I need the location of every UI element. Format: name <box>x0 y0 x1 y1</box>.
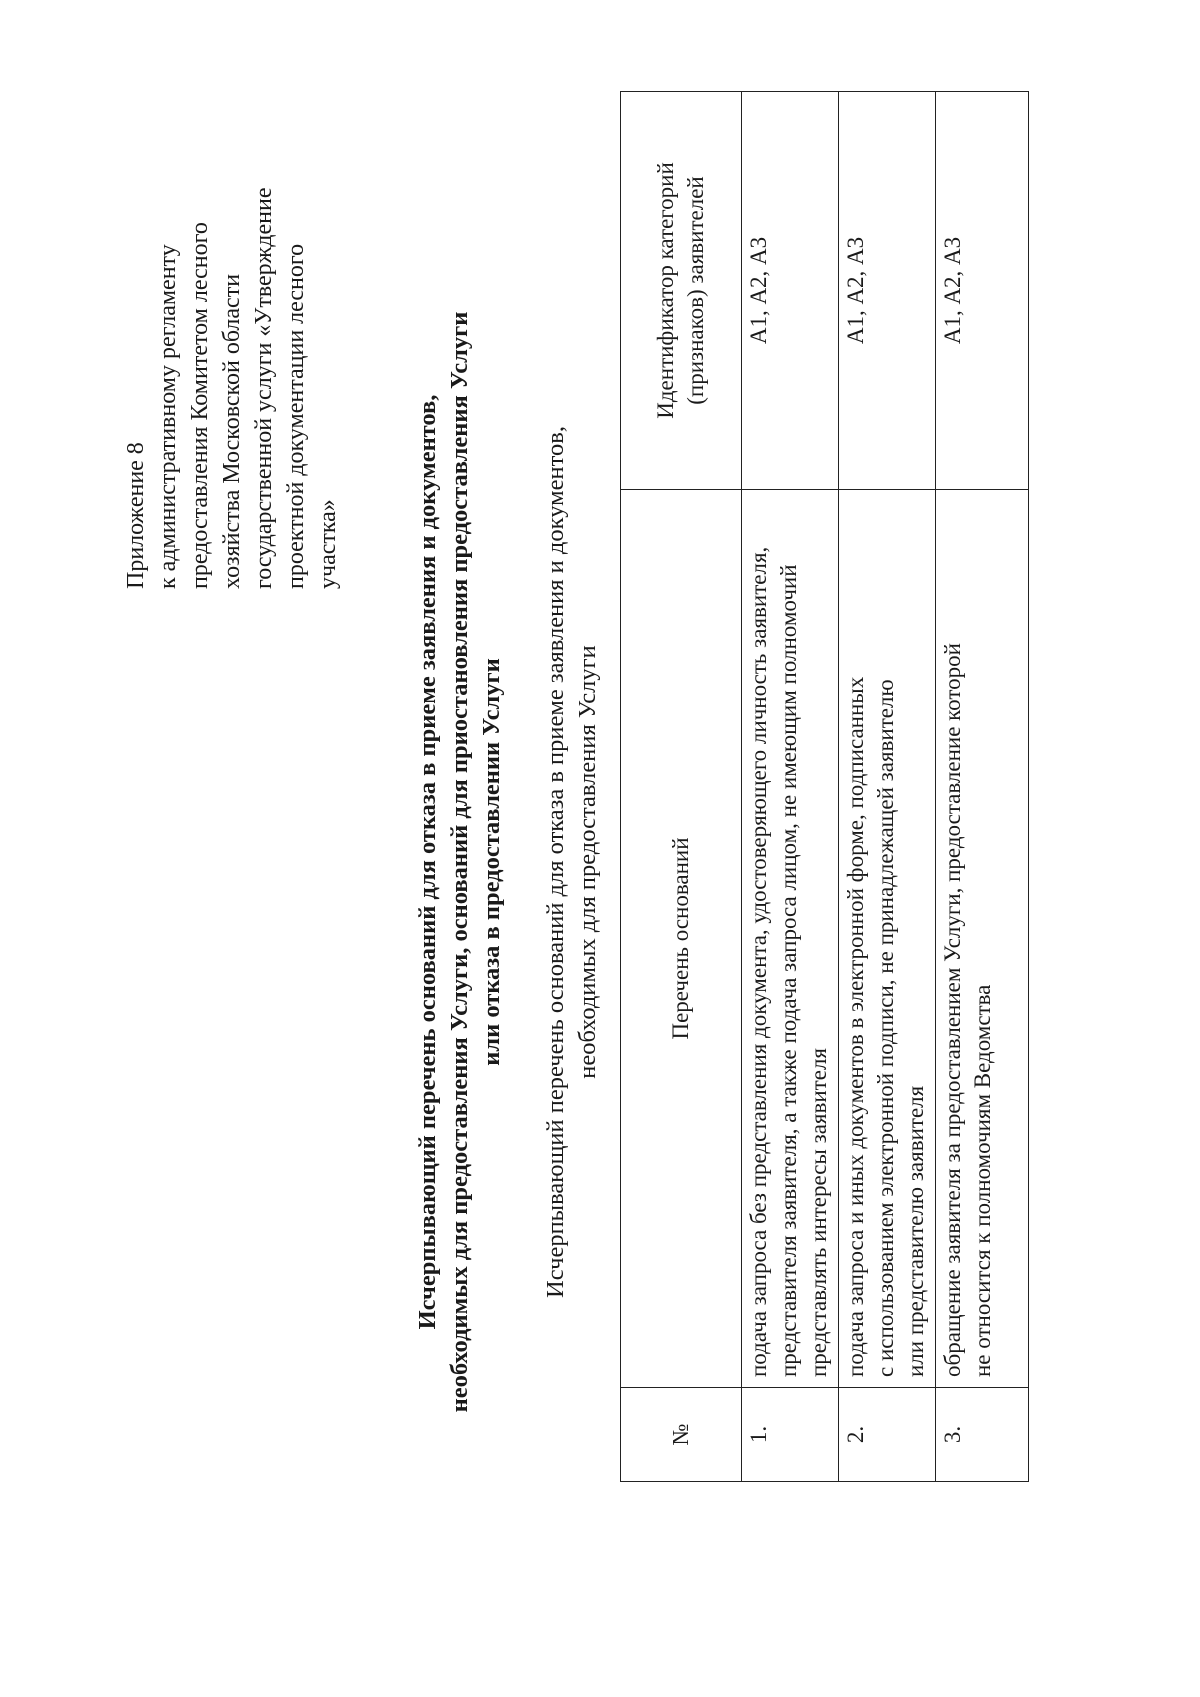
header-num: № <box>621 1388 742 1482</box>
section-subtitle <box>540 167 604 1557</box>
row-num: 3. <box>936 1388 1029 1482</box>
header-basis: Перечень оснований <box>621 490 742 1388</box>
basis-line: подача запроса без представления документа, удостоверяющего личность заявителя, <box>746 546 771 1377</box>
appendix-line: к административному регламенту <box>155 244 181 589</box>
table-row <box>742 92 839 1482</box>
appendix-line: Приложение 8 <box>123 442 149 589</box>
appendix-block <box>120 69 344 589</box>
table-row <box>936 92 1029 1482</box>
subtitle-line: Исчерпывающий перечень оснований для отказа в приеме заявления и документов, <box>542 426 569 1298</box>
header-ident-line: Идентификатор категорий <box>653 162 678 419</box>
title-line: или отказа в предоставлении Услуги <box>478 658 505 1066</box>
row-ident: А1, А2, А3 <box>742 92 839 490</box>
basis-line: обращение заявителя за предоставлением Услуги, предоставление которой <box>940 643 965 1377</box>
row-ident: А1, А2, А3 <box>936 92 1029 490</box>
row-basis <box>839 490 936 1388</box>
row-num: 1. <box>742 1388 839 1482</box>
basis-line: подача запроса и иных документов в электронной форме, подписанных <box>843 676 868 1377</box>
basis-line: или представителю заявителя <box>903 1085 928 1377</box>
basis-line: представителя заявителя, а также подача запроса лицом, не имеющим полномочий <box>776 564 801 1377</box>
header-ident-line: (признаков) заявителей <box>683 176 708 405</box>
appendix-line: предоставления Комитетом лесного <box>187 222 213 589</box>
row-ident: А1, А2, А3 <box>839 92 936 490</box>
header-ident <box>621 92 742 490</box>
title-line: необходимых для предоставления Услуги, оснований для приостановления предоставления Услуги <box>446 311 473 1413</box>
row-basis <box>936 490 1029 1388</box>
table-row <box>839 92 936 1482</box>
grounds-table <box>620 91 1029 1482</box>
appendix-line: участка» <box>315 499 341 589</box>
title-line: Исчерпывающий перечень оснований для отказа в приеме заявления и документов, <box>414 394 441 1330</box>
basis-line: не относится к полномочиям Ведомства <box>970 984 995 1377</box>
table-header-row <box>621 92 742 1482</box>
basis-line: с использованием электронной подписи, не принадлежащей заявителю <box>873 679 898 1377</box>
document-title <box>412 167 508 1557</box>
row-num: 2. <box>839 1388 936 1482</box>
appendix-line: хозяйства Московской области <box>219 273 245 589</box>
appendix-line: государственной услуги «Утверждение <box>251 187 277 589</box>
row-basis <box>742 490 839 1388</box>
basis-line: представлять интересы заявителя <box>806 1048 831 1377</box>
appendix-line: проектной документации лесного <box>283 243 309 589</box>
subtitle-line: необходимых для предоставления Услуги <box>574 645 601 1079</box>
